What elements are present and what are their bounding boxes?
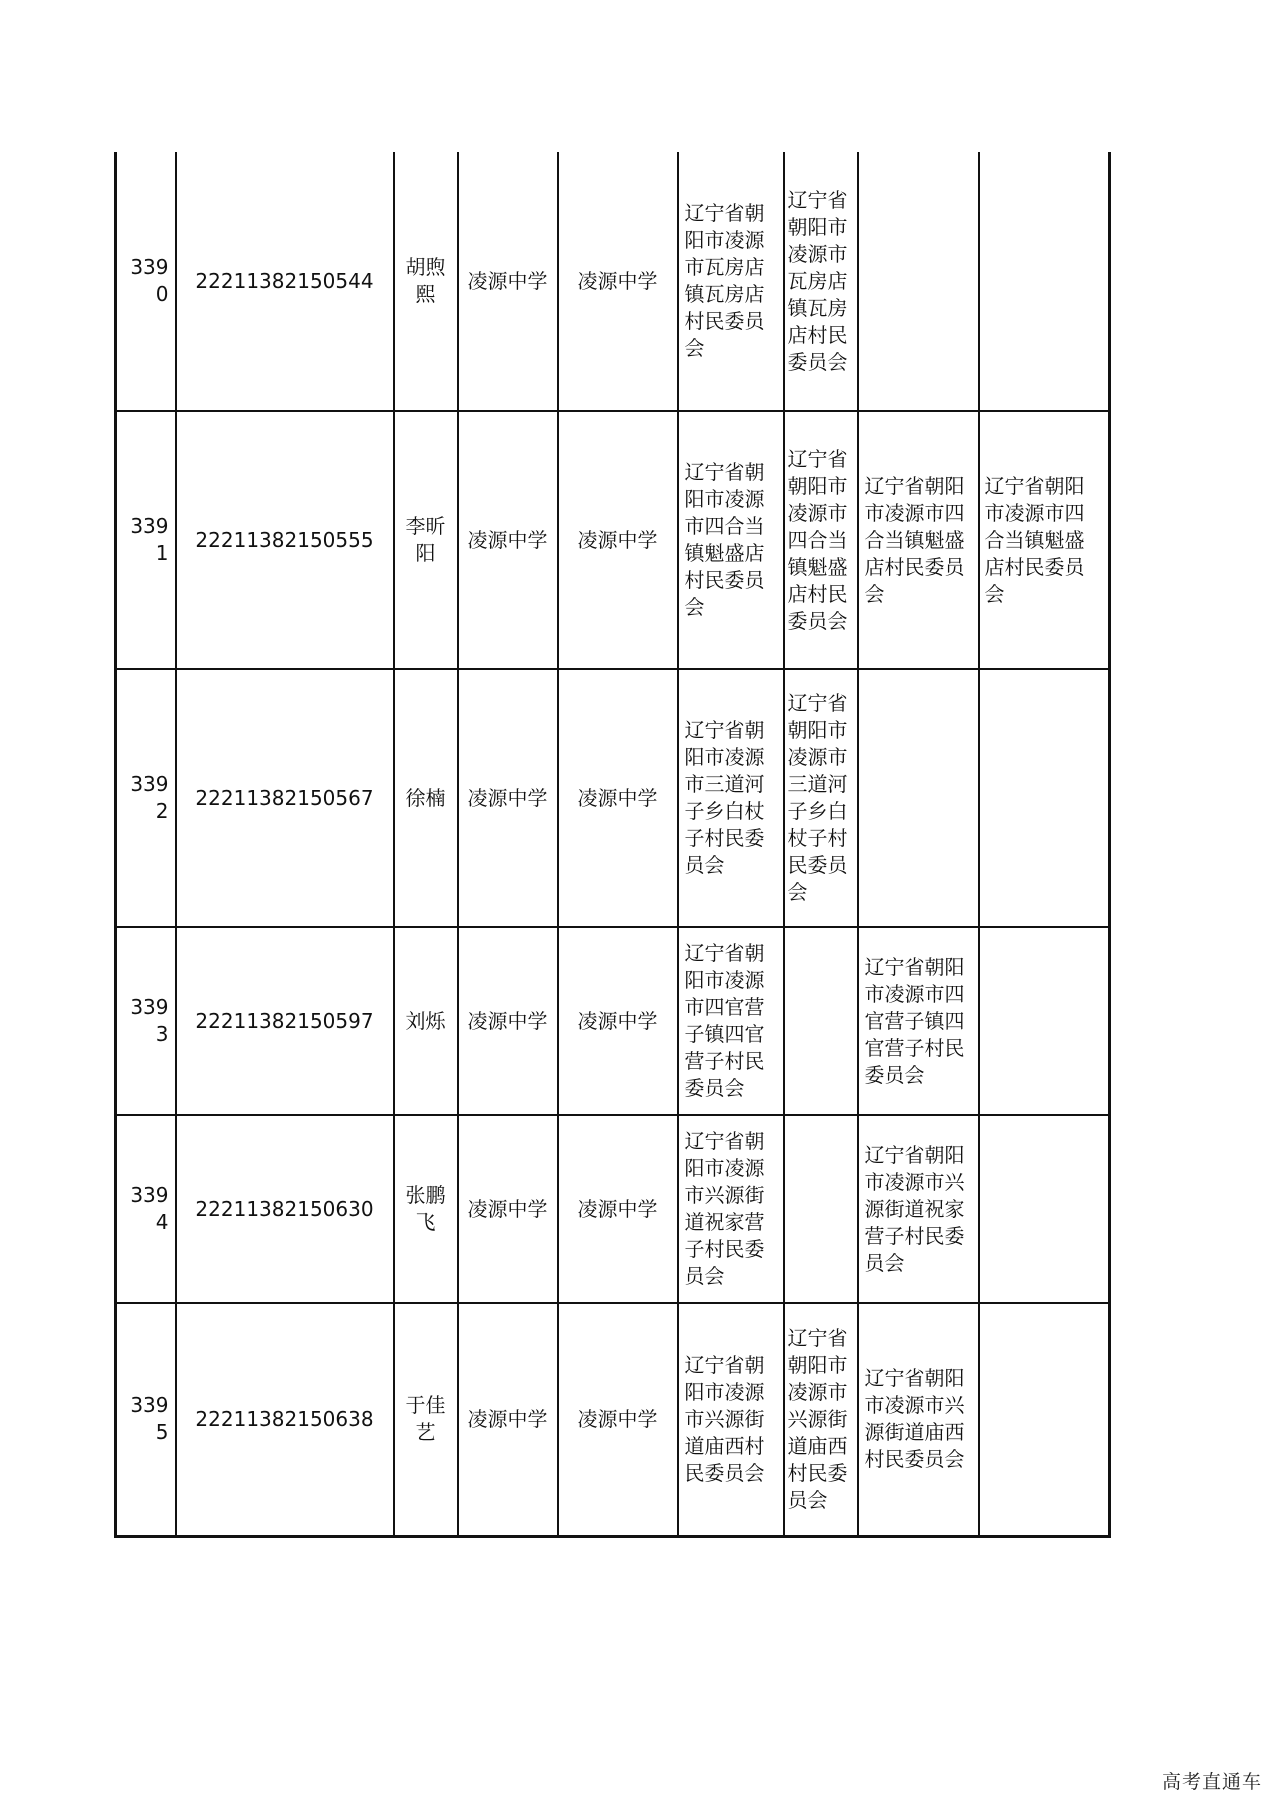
address-cell-1: 辽宁省朝阳市凌源市四官营子镇四官营子村民委员会 — [678, 927, 784, 1115]
student-name: 于佳艺 — [394, 1303, 458, 1536]
address-cell-3: 辽宁省朝阳市凌源市四官营子镇四官营子村民委员会 — [858, 927, 979, 1115]
address-cell-1: 辽宁省朝阳市凌源市兴源街道庙西村民委员会 — [678, 1303, 784, 1536]
exam-id: 22211382150630 — [176, 1115, 394, 1303]
address-cell-4 — [979, 669, 1110, 927]
school-name-2: 凌源中学 — [558, 1115, 678, 1303]
table-row — [116, 669, 1110, 927]
exam-id: 22211382150567 — [176, 669, 394, 927]
address-cell-2 — [784, 1115, 858, 1303]
address-cell-2: 辽宁省朝阳市凌源市瓦房店镇瓦房店村民委员会 — [784, 152, 858, 411]
school-name: 凌源中学 — [458, 152, 558, 411]
school-name: 凌源中学 — [458, 927, 558, 1115]
address-cell-3: 辽宁省朝阳市凌源市兴源街道庙西村民委员会 — [858, 1303, 979, 1536]
student-name: 徐楠 — [394, 669, 458, 927]
row-number: 3393 — [116, 927, 176, 1115]
address-cell-1: 辽宁省朝阳市凌源市三道河子乡白杖子村民委员会 — [678, 669, 784, 927]
roster-table — [114, 152, 1111, 1538]
exam-id: 22211382150544 — [176, 152, 394, 411]
address-cell-1: 辽宁省朝阳市凌源市瓦房店镇瓦房店村民委员会 — [678, 152, 784, 411]
address-cell-4 — [979, 152, 1110, 411]
address-cell-4 — [979, 1303, 1110, 1536]
school-name: 凌源中学 — [458, 669, 558, 927]
address-cell-1: 辽宁省朝阳市凌源市兴源街道祝家营子村民委员会 — [678, 1115, 784, 1303]
row-number: 3394 — [116, 1115, 176, 1303]
school-name: 凌源中学 — [458, 1303, 558, 1536]
row-number: 3395 — [116, 1303, 176, 1536]
student-name: 胡煦熙 — [394, 152, 458, 411]
address-cell-3 — [858, 152, 979, 411]
row-number: 3392 — [116, 669, 176, 927]
address-cell-2 — [784, 927, 858, 1115]
exam-id: 22211382150555 — [176, 411, 394, 669]
school-name-2: 凌源中学 — [558, 669, 678, 927]
watermark-text: 高考直通车 — [1161, 1771, 1262, 1793]
table-row — [116, 152, 1110, 411]
school-name-2: 凌源中学 — [558, 411, 678, 669]
row-number: 3390 — [116, 152, 176, 411]
table-row — [116, 1303, 1110, 1536]
table-row — [116, 1115, 1110, 1303]
address-cell-4: 辽宁省朝阳市凌源市四合当镇魁盛店村民委员会 — [979, 411, 1110, 669]
student-name: 刘烁 — [394, 927, 458, 1115]
student-name: 李昕阳 — [394, 411, 458, 669]
address-cell-3 — [858, 669, 979, 927]
address-cell-2: 辽宁省朝阳市凌源市三道河子乡白杖子村民委员会 — [784, 669, 858, 927]
school-name-2: 凌源中学 — [558, 1303, 678, 1536]
address-cell-3: 辽宁省朝阳市凌源市四合当镇魁盛店村民委员会 — [858, 411, 979, 669]
address-cell-4 — [979, 1115, 1110, 1303]
table-row — [116, 927, 1110, 1115]
address-cell-1: 辽宁省朝阳市凌源市四合当镇魁盛店村民委员会 — [678, 411, 784, 669]
table-row — [116, 411, 1110, 669]
address-cell-4 — [979, 927, 1110, 1115]
row-number: 3391 — [116, 411, 176, 669]
student-name: 张鹏飞 — [394, 1115, 458, 1303]
address-cell-2: 辽宁省朝阳市凌源市兴源街道庙西村民委员会 — [784, 1303, 858, 1536]
school-name: 凌源中学 — [458, 411, 558, 669]
exam-id: 22211382150638 — [176, 1303, 394, 1536]
school-name: 凌源中学 — [458, 1115, 558, 1303]
school-name-2: 凌源中学 — [558, 152, 678, 411]
address-cell-2: 辽宁省朝阳市凌源市四合当镇魁盛店村民委员会 — [784, 411, 858, 669]
exam-id: 22211382150597 — [176, 927, 394, 1115]
address-cell-3: 辽宁省朝阳市凌源市兴源街道祝家营子村民委员会 — [858, 1115, 979, 1303]
school-name-2: 凌源中学 — [558, 927, 678, 1115]
